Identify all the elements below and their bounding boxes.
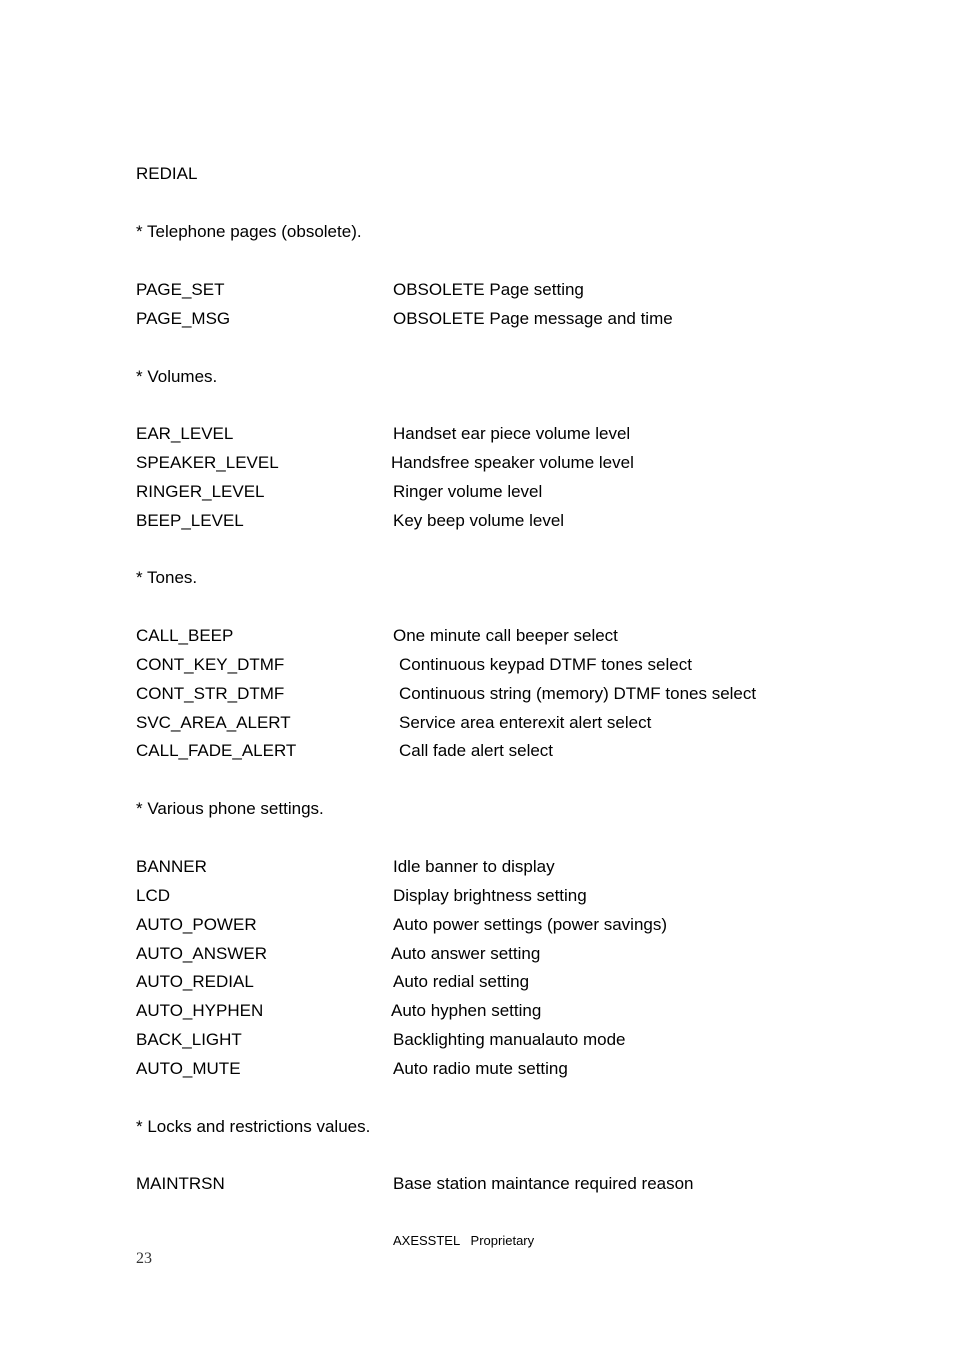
setting-description: Auto radio mute setting bbox=[393, 1059, 568, 1078]
setting-description: Handsfree speaker volume level bbox=[391, 453, 634, 472]
setting-name: MAINTRSN bbox=[136, 1174, 225, 1193]
setting-description: Idle banner to display bbox=[393, 857, 555, 876]
setting-name: PAGE_SET bbox=[136, 280, 225, 299]
section-heading: * Various phone settings. bbox=[136, 799, 324, 818]
setting-description: OBSOLETE Page message and time bbox=[393, 309, 673, 328]
setting-name: SVC_AREA_ALERT bbox=[136, 713, 291, 732]
section-heading: REDIAL bbox=[136, 164, 198, 183]
setting-name: SPEAKER_LEVEL bbox=[136, 453, 279, 472]
setting-name: AUTO_MUTE bbox=[136, 1059, 241, 1078]
setting-description: Continuous keypad DTMF tones select bbox=[399, 655, 692, 674]
section-heading: * Volumes. bbox=[136, 367, 218, 386]
setting-name: AUTO_HYPHEN bbox=[136, 1001, 264, 1020]
setting-name: EAR_LEVEL bbox=[136, 424, 234, 443]
setting-description: Continuous string (memory) DTMF tones select bbox=[399, 684, 757, 703]
setting-name: CALL_FADE_ALERT bbox=[136, 741, 297, 760]
setting-description: Auto redial setting bbox=[393, 972, 530, 991]
setting-name: AUTO_POWER bbox=[136, 915, 257, 934]
setting-description: Base station maintance required reason bbox=[393, 1174, 694, 1193]
section-heading: * Tones. bbox=[136, 568, 198, 587]
setting-name: CALL_BEEP bbox=[136, 626, 234, 645]
setting-description: Display brightness setting bbox=[393, 886, 587, 905]
setting-name: CONT_KEY_DTMF bbox=[136, 655, 285, 674]
setting-name: LCD bbox=[136, 886, 171, 905]
section-heading: * Telephone pages (obsolete). bbox=[136, 222, 362, 241]
setting-description: Handset ear piece volume level bbox=[393, 424, 631, 443]
page-number: 23 bbox=[136, 1250, 152, 1267]
setting-description: OBSOLETE Page setting bbox=[393, 280, 584, 299]
setting-description: Auto hyphen setting bbox=[391, 1001, 542, 1020]
setting-name: AUTO_ANSWER bbox=[136, 944, 267, 963]
setting-description: Backlighting manualauto mode bbox=[393, 1030, 626, 1049]
setting-description: Auto answer setting bbox=[391, 944, 541, 963]
setting-name: PAGE_MSG bbox=[136, 309, 231, 328]
footer: AXESSTEL Proprietary bbox=[393, 1233, 535, 1248]
setting-description: Service area enterexit alert select bbox=[399, 713, 652, 732]
setting-name: BANNER bbox=[136, 857, 207, 876]
setting-name: BACK_LIGHT bbox=[136, 1030, 242, 1049]
setting-description: Auto power settings (power savings) bbox=[393, 915, 668, 934]
setting-name: AUTO_REDIAL bbox=[136, 972, 254, 991]
setting-name: RINGER_LEVEL bbox=[136, 482, 265, 501]
setting-name: BEEP_LEVEL bbox=[136, 511, 244, 530]
setting-description: Call fade alert select bbox=[399, 741, 554, 760]
setting-description: One minute call beeper select bbox=[393, 626, 618, 645]
setting-name: CONT_STR_DTMF bbox=[136, 684, 285, 703]
section-heading: * Locks and restrictions values. bbox=[136, 1117, 371, 1136]
setting-description: Ringer volume level bbox=[393, 482, 543, 501]
setting-description: Key beep volume level bbox=[393, 511, 565, 530]
